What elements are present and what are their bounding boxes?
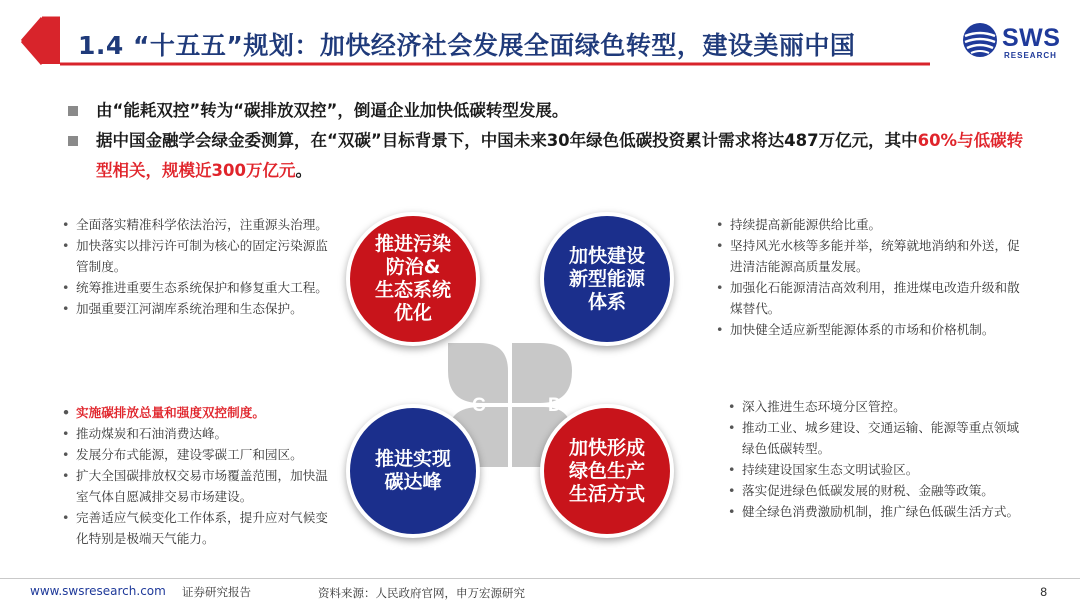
- quadrant-c-letter: C: [472, 395, 486, 416]
- list-item: • 健全绿色消费激励机制，推广绿色低碳生活方式。: [728, 501, 1024, 522]
- list-item: • 深入推进生态环境分区管控。: [728, 396, 1024, 417]
- key-point-text-end: 。: [295, 161, 312, 180]
- square-bullet-icon: [68, 106, 78, 116]
- quadrant-b-title-line: 新型能源: [568, 267, 645, 290]
- page-title: 1.4 “十五五”规划：加快经济社会发展全面绿色转型，建设美丽中国: [78, 31, 856, 60]
- quadrant-b-title-line: 体系: [587, 290, 626, 313]
- key-point-text: 由“能耗双控”转为“碳排放双控”，倒逼企业加快低碳转型发展。: [96, 101, 569, 120]
- list-top-left: [62, 214, 332, 319]
- quadrant-d-title-line: 绿色生产: [568, 459, 645, 482]
- quadrant-d-title-line: 加快形成: [568, 436, 645, 459]
- list-item: • 持续建设国家生态文明试验区。: [728, 459, 1024, 480]
- page-number: 8: [1040, 585, 1048, 599]
- quadrant-a-title-line: 生态系统: [374, 279, 451, 301]
- footer-source: 资料来源：人民政府官网，申万宏源研究: [318, 586, 525, 600]
- list-item-highlight: • 实施碳排放总量和强度双控制度。: [62, 402, 328, 423]
- footer-divider: [0, 578, 1080, 579]
- quadrant-diagram: [340, 200, 680, 560]
- list-item: • 扩大全国碳排放权交易市场覆盖范围，加快温室气体自愿减排交易市场建设。: [62, 465, 328, 507]
- sws-logo: [962, 22, 1062, 66]
- quadrant-a-title-line: 优化: [393, 302, 432, 324]
- quadrant-b-letter: B: [548, 318, 562, 339]
- key-point-text: 据中国金融学会绿金委测算，在“双碳”目标背景下，中国未来30年绿色低碳投资累计需求将达487万亿元，其中: [96, 131, 918, 150]
- square-bullet-icon: [68, 136, 78, 146]
- key-point: [68, 96, 1028, 126]
- quadrant-c-title-line: 推进实现: [374, 448, 451, 470]
- petal-a-shape: [448, 343, 508, 403]
- list-item: • 坚持风光水核等多能并举，统筹就地消纳和外送，促进清洁能源高质量发展。: [716, 235, 1026, 277]
- footer-website-link[interactable]: www.swsresearch.com: [30, 584, 166, 598]
- quadrant-c-title-line: 碳达峰: [384, 471, 442, 493]
- quadrant-a-title-line: 防治&: [385, 256, 441, 278]
- list-item: • 完善适应气候变化工作体系，提升应对气候变化特别是极端天气能力。: [62, 507, 328, 549]
- quadrant-d-title-line: 生活方式: [568, 482, 645, 505]
- logo-globe-icon: [962, 22, 998, 58]
- logo-text: SWS: [1002, 24, 1061, 52]
- list-item: • 持续提高新能源供给比重。: [716, 214, 1026, 235]
- key-points: [68, 96, 1028, 186]
- key-point: [68, 126, 1028, 186]
- quadrant-d-circle: [540, 404, 674, 538]
- list-item: • 加快健全适应新型能源体系的市场和价格机制。: [716, 319, 1026, 340]
- petal-b-shape: [512, 343, 572, 403]
- footer-doc-type: 证券研究报告: [182, 585, 251, 599]
- list-item: • 加强化石能源清洁高效利用，推进煤电改造升级和散煤替代。: [716, 277, 1026, 319]
- quadrant-d-letter: D: [548, 395, 562, 416]
- list-item: • 统筹推进重要生态系统保护和修复重大工程。: [62, 277, 332, 298]
- list-item: • 推动煤炭和石油消费达峰。: [62, 423, 328, 444]
- list-item: • 发展分布式能源，建设零碳工厂和园区。: [62, 444, 328, 465]
- quadrant-a-title-line: 推进污染: [374, 233, 451, 255]
- key-point-highlight: 60%与低碳转型相关，规模近300万亿元: [96, 131, 1024, 180]
- quadrant-b-title-line: 加快建设: [568, 244, 645, 267]
- list-item: • 推动工业、城乡建设、交通运输、能源等重点领域绿色低碳转型。: [728, 417, 1024, 459]
- list-item: • 加强重要江河湖库系统治理和生态保护。: [62, 298, 332, 319]
- quadrant-a-circle: [346, 212, 480, 346]
- list-bottom-right: [728, 396, 1024, 522]
- list-item: • 落实促进绿色低碳发展的财税、金融等政策。: [728, 480, 1024, 501]
- quadrant-a-letter: A: [472, 318, 486, 339]
- logo-subtext: RESEARCH: [1004, 51, 1057, 60]
- list-top-right: [716, 214, 1026, 340]
- list-item: • 加快落实以排污许可制为核心的固定污染源监管制度。: [62, 235, 332, 277]
- list-item: • 全面落实精准科学依法治污，注重源头治理。: [62, 214, 332, 235]
- quadrant-c-circle: [346, 404, 480, 538]
- quadrant-b-circle: [540, 212, 674, 346]
- slide-header: [0, 0, 1080, 80]
- list-bottom-left: [62, 402, 328, 549]
